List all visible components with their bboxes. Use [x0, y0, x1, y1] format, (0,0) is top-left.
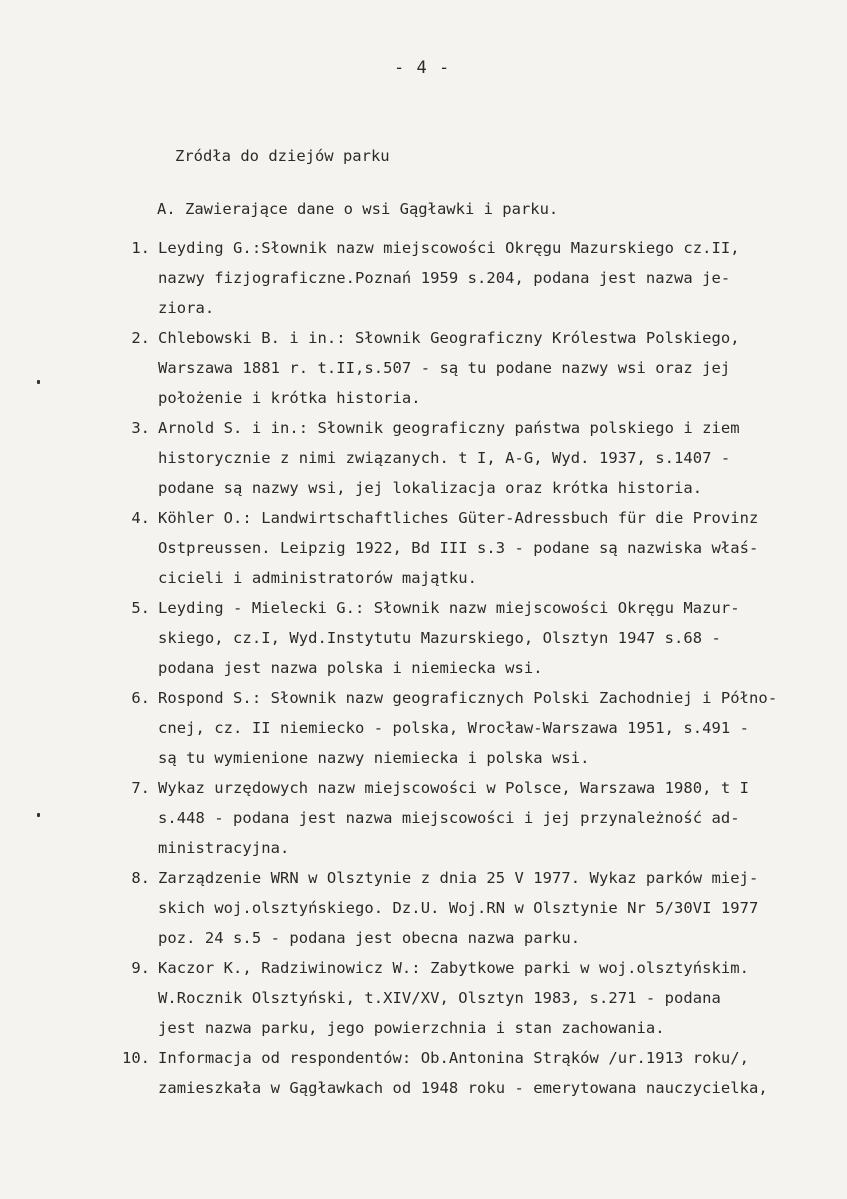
item-text-line: W.Rocznik Olsztyński, t.XIV/XV, Olsztyn 1983, s.271 - podana [158, 989, 721, 1007]
item-text-line: Arnold S. i in.: Słownik geograficzny państwa polskiego i ziem [158, 419, 740, 437]
item-text-line: podane są nazwy wsi, jej lokalizacja oraz krótka historia. [158, 479, 703, 497]
item-text-line: Informacja od respondentów: Ob.Antonina Strąków /ur.1913 roku/, [158, 1049, 750, 1067]
item-text-line: Chlebowski B. i in.: Słownik Geograficzny Królestwa Polskiego, [158, 329, 740, 347]
item-number: 8. [131, 869, 150, 887]
margin-mark [37, 380, 40, 384]
item-text-line: cnej, cz. II niemiecko - polska, Wrocław-Warszawa 1951, s.491 - [158, 719, 750, 737]
page-number: - 4 - [394, 58, 451, 78]
item-number: 2. [131, 329, 150, 347]
item-text-line: Leyding G.:Słownik nazw miejscowości Okręgu Mazurskiego cz.II, [158, 239, 740, 257]
section-title: Zródła do dziejów parku [175, 147, 390, 165]
item-number: 1. [131, 239, 150, 257]
item-text-line: podana jest nazwa polska i niemiecka wsi. [158, 659, 543, 677]
item-text-line: Rospond S.: Słownik nazw geograficznych Polski Zachodniej i Półno- [158, 689, 778, 707]
item-text-line: Warszawa 1881 r. t.II,s.507 - są tu podane nazwy wsi oraz jej [158, 359, 731, 377]
item-text-line: zamieszkała w Gągławkach od 1948 roku - emerytowana nauczycielka, [158, 1079, 768, 1097]
item-number: 7. [131, 779, 150, 797]
item-text-line: cicieli i administratorów majątku. [158, 569, 477, 587]
item-number: 9. [131, 959, 150, 977]
item-text-line: ziora. [158, 299, 215, 317]
margin-mark [37, 813, 40, 817]
item-text-line: są tu wymienione nazwy niemiecka i polska wsi. [158, 749, 590, 767]
item-text-line: jest nazwa parku, jego powierzchnia i stan zachowania. [158, 1019, 665, 1037]
item-text-line: Köhler O.: Landwirtschaftliches Güter-Adressbuch für die Provinz [158, 509, 759, 527]
item-number: 10. [122, 1049, 150, 1067]
item-text-line: Kaczor K., Radziwinowicz W.: Zabytkowe parki w woj.olsztyńskim. [158, 959, 750, 977]
item-text-line: poz. 24 s.5 - podana jest obecna nazwa parku. [158, 929, 581, 947]
item-text-line: Wykaz urzędowych nazw miejscowości w Polsce, Warszawa 1980, t I [158, 779, 750, 797]
item-text-line: Leyding - Mielecki G.: Słownik nazw miejscowości Okręgu Mazur- [158, 599, 740, 617]
item-text-line: skiego, cz.I, Wyd.Instytutu Mazurskiego, Olsztyn 1947 s.68 - [158, 629, 721, 647]
item-text-line: skich woj.olsztyńskiego. Dz.U. Woj.RN w Olsztynie Nr 5/30VI 1977 [158, 899, 759, 917]
item-text-line: Zarządzenie WRN w Olsztynie z dnia 25 V 1977. Wykaz parków miej- [158, 869, 759, 887]
item-text-line: ministracyjna. [158, 839, 290, 857]
item-number: 3. [131, 419, 150, 437]
item-text-line: s.448 - podana jest nazwa miejscowości i jej przynależność ad- [158, 809, 740, 827]
subsection-title: A. Zawierające dane o wsi Gągławki i parku. [157, 200, 559, 218]
item-number: 6. [131, 689, 150, 707]
item-text-line: Ostpreussen. Leipzig 1922, Bd III s.3 - podane są nazwiska właś- [158, 539, 759, 557]
item-text-line: historycznie z nimi związanych. t I, A-G, Wyd. 1937, s.1407 - [158, 449, 731, 467]
item-number: 4. [131, 509, 150, 527]
item-number: 5. [131, 599, 150, 617]
item-text-line: nazwy fizjograficzne.Poznań 1959 s.204, podana jest nazwa je- [158, 269, 731, 287]
item-text-line: położenie i krótka historia. [158, 389, 421, 407]
